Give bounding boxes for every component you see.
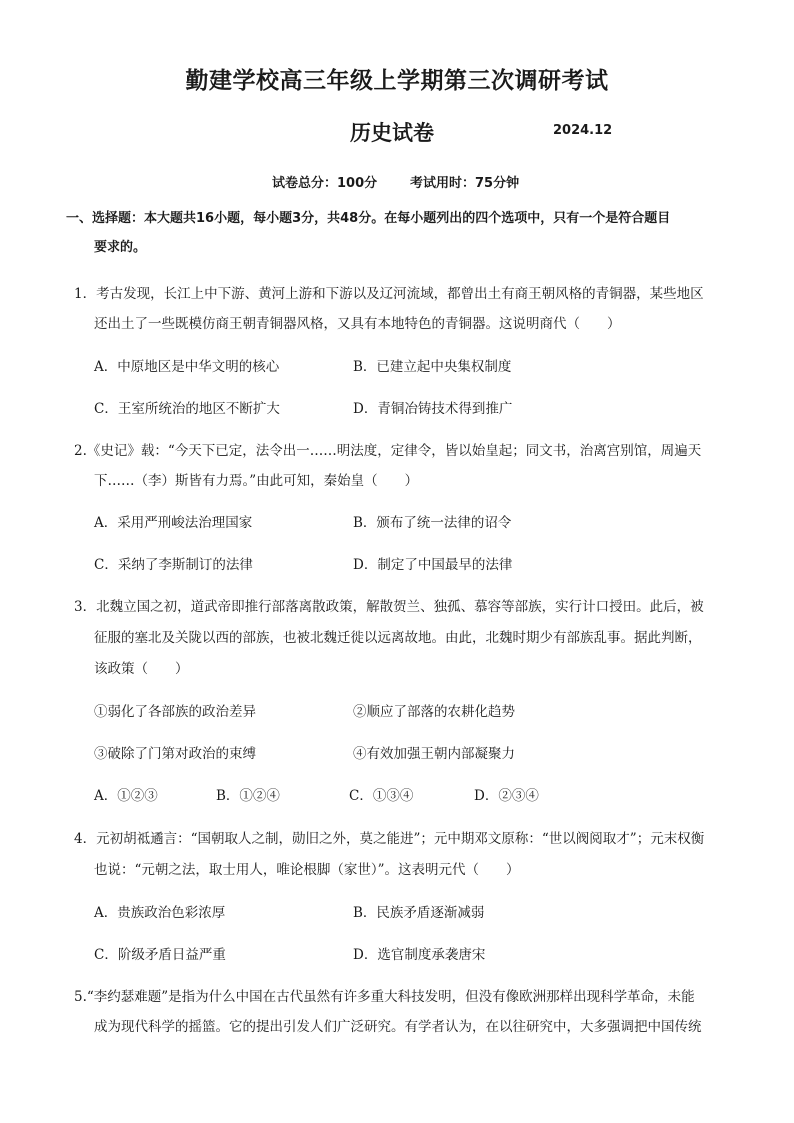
q3-stem-line1: 3．北魏立国之初，道武帝即推行部落离散政策，解散贺兰、独孤、慕容等部族，实行计口授田。此后，被 xyxy=(74,599,704,615)
q3-stem-line3: 该政策（ ） xyxy=(94,661,189,677)
q3-statement-3: ③破除了门第对政治的束缚 xyxy=(94,746,256,762)
q3-statement-4: ④有效加强王朝内部凝聚力 xyxy=(353,746,515,762)
q1-option-b: B．已建立起中央集权制度 xyxy=(353,359,512,375)
q2-option-c: C．采纳了李斯制订的法律 xyxy=(94,557,253,573)
q1-stem-line2: 还出土了一些既模仿商王朝青铜器风格，又具有本地特色的青铜器。这说明商代（ ） xyxy=(94,316,621,332)
q2-stem-line2: 下……（李）斯皆有力焉。”由此可知，秦始皇（ ） xyxy=(94,473,419,489)
q5-stem-line1: 5.“李约瑟难题”是指为什么中国在古代虽然有许多重大科技发明，但没有像欧洲那样出现科学革命，未能 xyxy=(74,989,695,1005)
section-heading-line2: 要求的。 xyxy=(94,240,147,255)
q3-statement-2: ②顺应了部落的农耕化趋势 xyxy=(353,704,515,720)
q3-statement-1: ①弱化了各部族的政治差异 xyxy=(94,704,256,720)
exam-time: 考试用时：75分钟 xyxy=(410,176,520,191)
q3-option-a: A．①②③ xyxy=(94,788,158,804)
q2-stem-line1: 2.《史记》载：“今天下已定，法令出一……明法度，定律令，皆以始皇起；同文书，治离宫别馆，周遍天 xyxy=(74,443,702,459)
q3-stem-line2: 征服的塞北及关陇以西的部族，也被北魏迁徙以远离故地。由此，北魏时期少有部族乱事。据此判断， xyxy=(94,630,702,646)
q2-option-a: A．采用严刑峻法治理国家 xyxy=(94,515,253,531)
q1-stem-line1: 1．考古发现，长江上中下游、黄河上游和下游以及辽河流域，都曾出土有商王朝风格的青铜器，某些地区 xyxy=(74,286,704,302)
exam-title: 勤建学校高三年级上学期第三次调研考试 xyxy=(185,68,609,94)
q4-option-a: A．贵族政治色彩浓厚 xyxy=(94,905,226,921)
q4-stem-line2: 也说：“元朝之法，取士用人，唯论根脚（家世）”。这表明元代（ ） xyxy=(94,862,520,878)
q3-option-c: C．①③④ xyxy=(349,788,414,804)
q1-option-a: A．中原地区是中华文明的核心 xyxy=(94,359,280,375)
q4-stem-line1: 4．元初胡祗遹言：“国朝取人之制，勋旧之外，莫之能进”；元中期邓文原称：“世以阀阅取才”；元末权衡 xyxy=(74,831,705,847)
q4-option-b: B．民族矛盾逐渐减弱 xyxy=(353,905,485,921)
q1-option-d: D．青铜冶铸技术得到推广 xyxy=(353,401,513,417)
q4-option-c: C．阶级矛盾日益严重 xyxy=(94,947,226,963)
subject-title: 历史试卷 xyxy=(350,121,434,145)
q3-option-b: B．①②④ xyxy=(216,788,280,804)
q3-option-d: D．②③④ xyxy=(474,788,539,804)
exam-date: 2024.12 xyxy=(553,123,613,138)
q5-stem-line2: 成为现代科学的摇篮。它的提出引发人们广泛研究。有学者认为，在以往研究中，大多强调把中国传统 xyxy=(94,1019,702,1035)
q2-option-d: D．制定了中国最早的法律 xyxy=(353,557,513,573)
section-heading-line1: 一、选择题：本大题共16小题，每小题3分，共48分。在每小题列出的四个选项中，只有一个是符合题目 xyxy=(66,211,671,226)
q4-option-d: D．选官制度承袭唐宋 xyxy=(353,947,486,963)
q2-option-b: B．颁布了统一法律的诏令 xyxy=(353,515,512,531)
total-score: 试卷总分：100分 xyxy=(272,176,378,191)
q1-option-c: C．王室所统治的地区不断扩大 xyxy=(94,401,280,417)
